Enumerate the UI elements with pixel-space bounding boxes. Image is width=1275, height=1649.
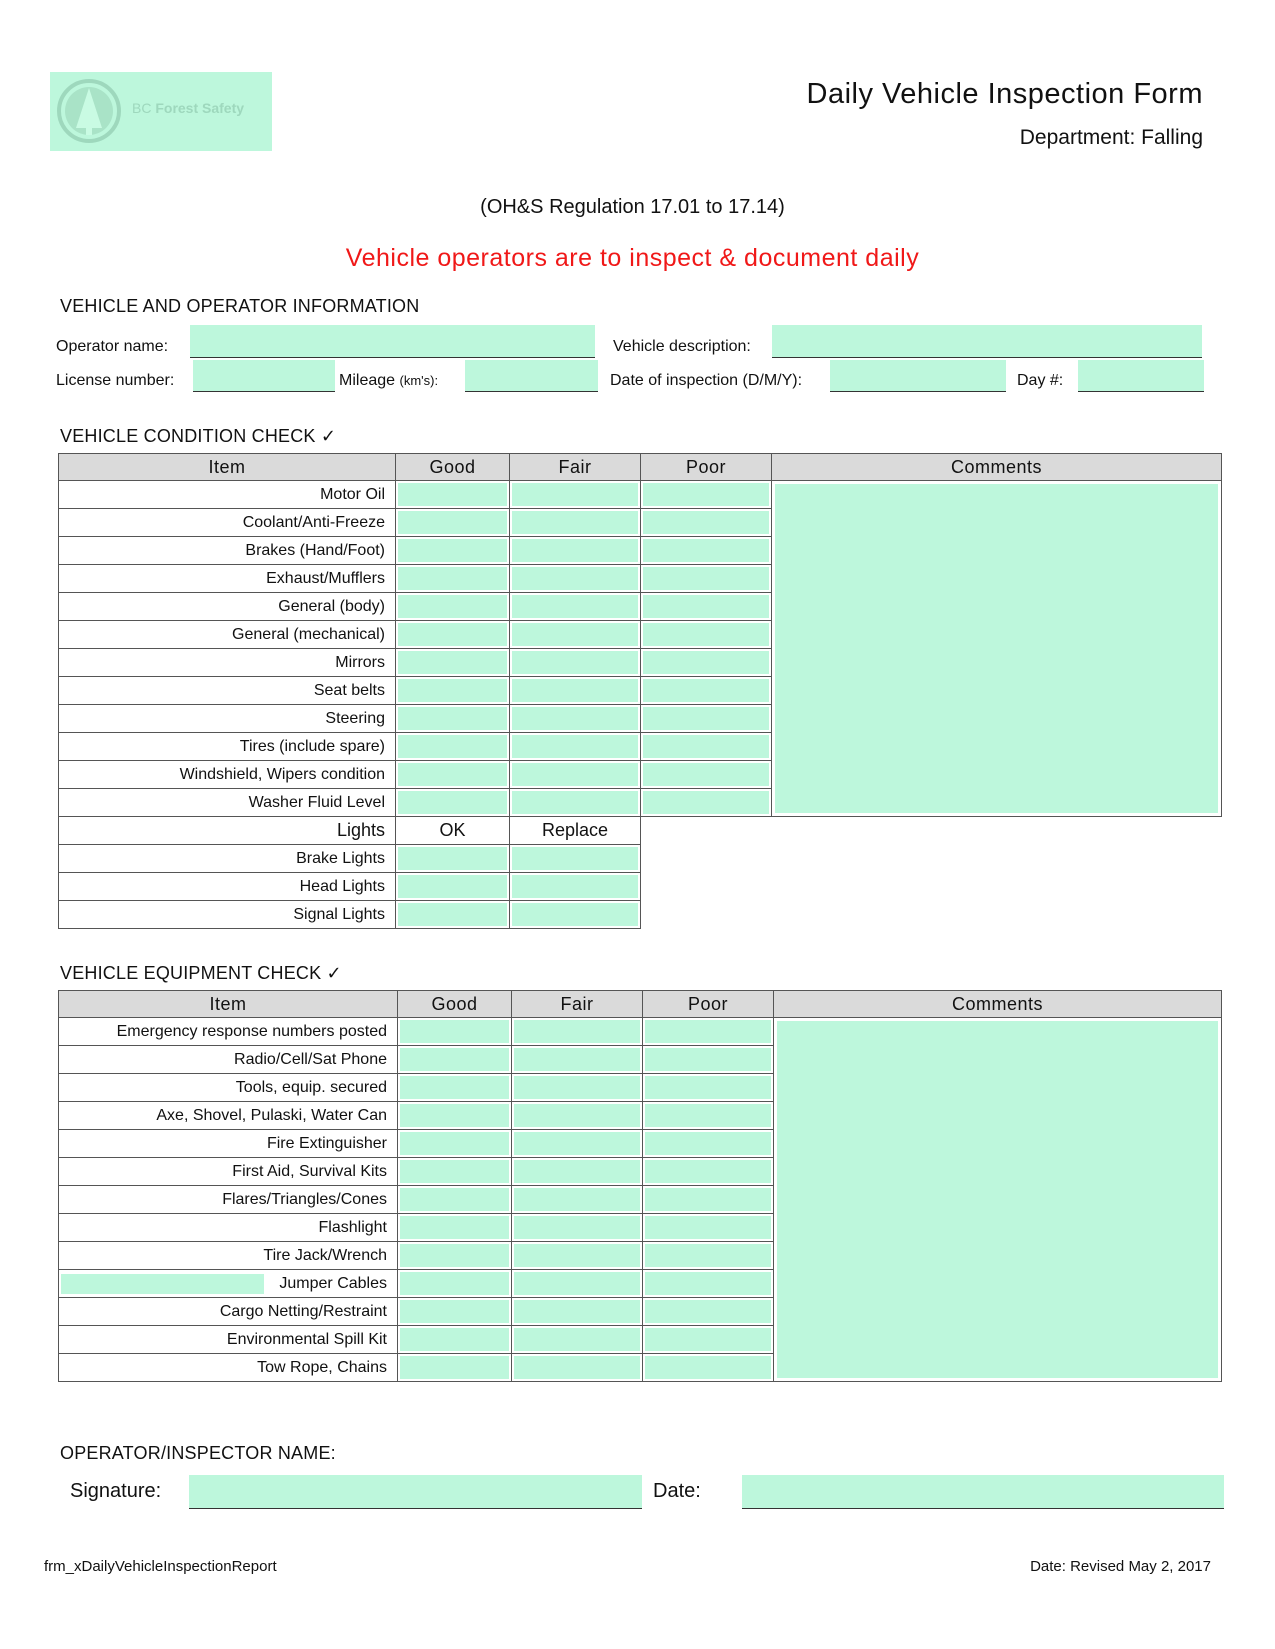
- rating-fair-cell[interactable]: [512, 1214, 643, 1242]
- condition-check-heading: VEHICLE CONDITION CHECK ✓: [60, 426, 337, 446]
- logo-text: [132, 100, 244, 116]
- rating-good-cell[interactable]: [396, 733, 510, 761]
- rating-good-cell[interactable]: [398, 1214, 512, 1242]
- lights-replace-header: Replace: [510, 817, 641, 845]
- equipment-check-table: [58, 990, 1222, 1382]
- rating-poor-cell[interactable]: [641, 509, 772, 537]
- rating-good-cell[interactable]: [398, 1046, 512, 1074]
- form-title: Daily Vehicle Inspection Form: [806, 78, 1203, 110]
- rating-fair-cell[interactable]: [512, 1102, 643, 1130]
- rating-poor-cell[interactable]: [641, 621, 772, 649]
- light-replace-cell[interactable]: [510, 901, 641, 929]
- bc-forest-safety-logo: [50, 72, 272, 151]
- rating-poor-cell[interactable]: [643, 1326, 774, 1354]
- rating-good-cell[interactable]: [398, 1158, 512, 1186]
- condition-check-col-good: Good: [396, 454, 510, 481]
- rating-fair-cell[interactable]: [510, 509, 641, 537]
- condition-check-col-poor: Poor: [641, 454, 772, 481]
- rating-poor-cell[interactable]: [643, 1298, 774, 1326]
- item-label: Tow Rope, Chains: [59, 1354, 398, 1382]
- rating-fair-cell[interactable]: [512, 1018, 643, 1046]
- item-label: Cargo Netting/Restraint: [59, 1298, 398, 1326]
- item-label: Tires (include spare): [59, 733, 396, 761]
- light-item-label: Head Lights: [59, 873, 396, 901]
- item-label: Exhaust/Mufflers: [59, 565, 396, 593]
- logo-text-bold: Forest Safety: [155, 100, 245, 116]
- light-ok-cell[interactable]: [396, 873, 510, 901]
- item-extra-field[interactable]: [61, 1274, 264, 1294]
- rating-fair-cell[interactable]: [512, 1046, 643, 1074]
- item-label: Flares/Triangles/Cones: [59, 1186, 398, 1214]
- item-label: Seat belts: [59, 677, 396, 705]
- day-number-field[interactable]: [1078, 360, 1204, 392]
- rating-fair-cell[interactable]: [510, 705, 641, 733]
- condition-check-table: [58, 453, 1222, 929]
- item-label: Flashlight: [59, 1214, 398, 1242]
- rating-fair-cell[interactable]: [512, 1186, 643, 1214]
- condition-check-col-fair: Fair: [510, 454, 641, 481]
- light-replace-cell[interactable]: [510, 845, 641, 873]
- rating-poor-cell[interactable]: [641, 761, 772, 789]
- department: Department: Falling: [1019, 126, 1203, 149]
- mileage-label-text: Mileage: [339, 372, 396, 389]
- lights-header-row: [59, 817, 1222, 845]
- rating-good-cell[interactable]: [398, 1326, 512, 1354]
- item-label: General (mechanical): [59, 621, 396, 649]
- item-label-text: Jumper Cables: [279, 1274, 387, 1292]
- rating-good-cell[interactable]: [396, 705, 510, 733]
- rating-good-cell[interactable]: [396, 565, 510, 593]
- rating-poor-cell[interactable]: [643, 1158, 774, 1186]
- rating-good-cell[interactable]: [398, 1270, 512, 1298]
- rating-good-cell[interactable]: [398, 1074, 512, 1102]
- rating-fair-cell[interactable]: [510, 621, 641, 649]
- rating-fair-cell[interactable]: [512, 1298, 643, 1326]
- rating-fair-cell[interactable]: [512, 1158, 643, 1186]
- empty-cell: [641, 817, 1222, 845]
- rating-good-cell[interactable]: [396, 537, 510, 565]
- light-item-label: Brake Lights: [59, 845, 396, 873]
- rating-fair-cell[interactable]: [510, 761, 641, 789]
- revision-date: Date: Revised May 2, 2017: [1030, 1558, 1211, 1575]
- rating-good-cell[interactable]: [396, 481, 510, 509]
- operator-name-field[interactable]: [190, 325, 595, 358]
- rating-poor-cell[interactable]: [641, 565, 772, 593]
- signature-label: Signature:: [70, 1480, 162, 1502]
- mileage-label: [339, 372, 438, 390]
- equipment-check-heading: VEHICLE EQUIPMENT CHECK ✓: [60, 963, 342, 983]
- condition-check-col-item: Item: [59, 454, 396, 481]
- rating-poor-cell[interactable]: [643, 1074, 774, 1102]
- rating-fair-cell[interactable]: [512, 1242, 643, 1270]
- light-ok-cell[interactable]: [396, 845, 510, 873]
- operator-info-heading: VEHICLE AND OPERATOR INFORMATION: [60, 296, 420, 316]
- operator-name-label: Operator name:: [56, 338, 169, 355]
- date-of-inspection-label: Date of inspection (D/M/Y):: [610, 372, 803, 389]
- item-label: General (body): [59, 593, 396, 621]
- rating-fair-cell[interactable]: [510, 789, 641, 817]
- item-label: Emergency response numbers posted: [59, 1018, 398, 1046]
- item-label: Motor Oil: [59, 481, 396, 509]
- rating-good-cell[interactable]: [398, 1018, 512, 1046]
- form-id: frm_xDailyVehicleInspectionReport: [44, 1558, 277, 1575]
- empty-cell: [641, 845, 1222, 873]
- rating-fair-cell[interactable]: [512, 1130, 643, 1158]
- rating-poor-cell[interactable]: [643, 1046, 774, 1074]
- table-row: [59, 873, 1222, 901]
- equipment-check-header-row: [59, 991, 1222, 1018]
- item-label: Environmental Spill Kit: [59, 1326, 398, 1354]
- condition-check-header-row: [59, 454, 1222, 481]
- rating-fair-cell[interactable]: [512, 1326, 643, 1354]
- item-label: First Aid, Survival Kits: [59, 1158, 398, 1186]
- item-label: Axe, Shovel, Pulaski, Water Can: [59, 1102, 398, 1130]
- equipment-check-col-poor: Poor: [643, 991, 774, 1018]
- operator-inspector-heading: OPERATOR/INSPECTOR NAME:: [60, 1443, 336, 1463]
- empty-cell: [641, 873, 1222, 901]
- empty-cell: [641, 901, 1222, 929]
- item-label: Radio/Cell/Sat Phone: [59, 1046, 398, 1074]
- item-label: Steering: [59, 705, 396, 733]
- rating-good-cell[interactable]: [396, 621, 510, 649]
- rating-poor-cell[interactable]: [643, 1018, 774, 1046]
- rating-fair-cell[interactable]: [510, 565, 641, 593]
- rating-fair-cell[interactable]: [512, 1270, 643, 1298]
- item-label: Fire Extinguisher: [59, 1130, 398, 1158]
- light-ok-cell[interactable]: [396, 901, 510, 929]
- light-replace-cell[interactable]: [510, 873, 641, 901]
- rating-fair-cell[interactable]: [512, 1354, 643, 1382]
- rating-poor-cell[interactable]: [641, 677, 772, 705]
- equipment-check-col-good: Good: [398, 991, 512, 1018]
- rating-fair-cell[interactable]: [510, 733, 641, 761]
- signoff-date-label: Date:: [653, 1480, 701, 1502]
- item-label: Brakes (Hand/Foot): [59, 537, 396, 565]
- lights-label: Lights: [59, 817, 396, 845]
- rating-good-cell[interactable]: [396, 761, 510, 789]
- rating-good-cell[interactable]: [398, 1298, 512, 1326]
- rating-good-cell[interactable]: [398, 1242, 512, 1270]
- regulation-reference: (OH&S Regulation 17.01 to 17.14): [480, 196, 785, 218]
- rating-poor-cell[interactable]: [641, 789, 772, 817]
- rating-fair-cell[interactable]: [510, 481, 641, 509]
- license-number-field[interactable]: [193, 360, 335, 392]
- vehicle-description-field[interactable]: [772, 325, 1202, 358]
- day-number-label: Day #:: [1017, 372, 1064, 389]
- item-label: Coolant/Anti-Freeze: [59, 509, 396, 537]
- item-label: [59, 1270, 398, 1298]
- rating-fair-cell[interactable]: [512, 1074, 643, 1102]
- date-of-inspection-field[interactable]: [830, 360, 1006, 392]
- rating-poor-cell[interactable]: [641, 593, 772, 621]
- rating-good-cell[interactable]: [396, 789, 510, 817]
- mileage-unit: (km's):: [399, 373, 439, 388]
- table-row: [59, 481, 1222, 509]
- mileage-field[interactable]: [465, 360, 598, 392]
- equipment-check-col-comments: Comments: [774, 991, 1222, 1018]
- equipment-check-col-item: Item: [59, 991, 398, 1018]
- rating-poor-cell[interactable]: [643, 1270, 774, 1298]
- rating-fair-cell[interactable]: [510, 649, 641, 677]
- item-label: Tire Jack/Wrench: [59, 1242, 398, 1270]
- table-row: [59, 845, 1222, 873]
- table-row: [59, 901, 1222, 929]
- inspection-notice: Vehicle operators are to inspect & document daily: [345, 244, 920, 272]
- rating-poor-cell[interactable]: [643, 1354, 774, 1382]
- light-item-label: Signal Lights: [59, 901, 396, 929]
- item-label: Washer Fluid Level: [59, 789, 396, 817]
- item-label: Windshield, Wipers condition: [59, 761, 396, 789]
- tree-emblem-icon: [56, 78, 122, 144]
- rating-poor-cell[interactable]: [641, 649, 772, 677]
- rating-good-cell[interactable]: [398, 1186, 512, 1214]
- rating-fair-cell[interactable]: [510, 677, 641, 705]
- rating-poor-cell[interactable]: [643, 1102, 774, 1130]
- logo-text-light: BC: [132, 100, 152, 116]
- rating-poor-cell[interactable]: [643, 1214, 774, 1242]
- rating-good-cell[interactable]: [396, 677, 510, 705]
- rating-poor-cell[interactable]: [641, 733, 772, 761]
- rating-good-cell[interactable]: [396, 593, 510, 621]
- rating-fair-cell[interactable]: [510, 593, 641, 621]
- item-label: Mirrors: [59, 649, 396, 677]
- vehicle-description-label: Vehicle description:: [613, 338, 751, 355]
- table-row: [59, 1018, 1222, 1046]
- rating-poor-cell[interactable]: [643, 1130, 774, 1158]
- condition-check-comments-field[interactable]: [772, 481, 1222, 817]
- license-number-label: License number:: [56, 372, 175, 389]
- rating-good-cell[interactable]: [398, 1354, 512, 1382]
- condition-check-col-comments: Comments: [772, 454, 1222, 481]
- signoff-date-field[interactable]: [742, 1475, 1224, 1509]
- rating-poor-cell[interactable]: [643, 1242, 774, 1270]
- signature-field[interactable]: [189, 1475, 642, 1509]
- equipment-check-col-fair: Fair: [512, 991, 643, 1018]
- lights-ok-header: OK: [396, 817, 510, 845]
- rating-good-cell[interactable]: [398, 1130, 512, 1158]
- rating-good-cell[interactable]: [398, 1102, 512, 1130]
- rating-poor-cell[interactable]: [641, 705, 772, 733]
- item-label: Tools, equip. secured: [59, 1074, 398, 1102]
- rating-good-cell[interactable]: [396, 509, 510, 537]
- equipment-check-comments-field[interactable]: [774, 1018, 1222, 1382]
- rating-poor-cell[interactable]: [641, 481, 772, 509]
- rating-poor-cell[interactable]: [643, 1186, 774, 1214]
- rating-poor-cell[interactable]: [641, 537, 772, 565]
- rating-good-cell[interactable]: [396, 649, 510, 677]
- rating-fair-cell[interactable]: [510, 537, 641, 565]
